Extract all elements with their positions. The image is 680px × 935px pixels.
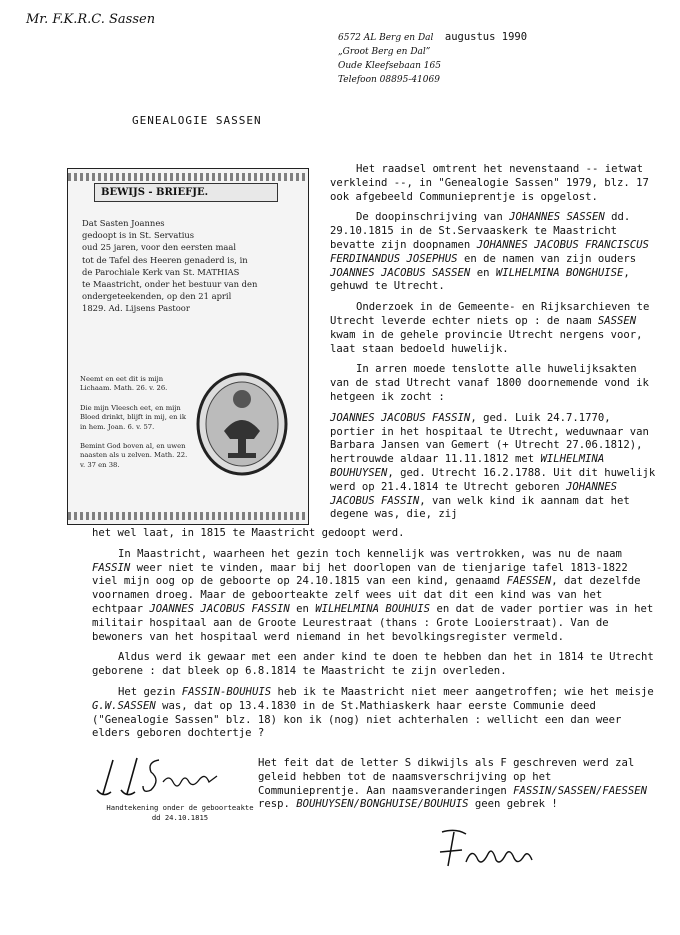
- address-line-2: „Groot Berg en Dal”: [338, 47, 431, 57]
- document-title: GENEALOGIE SASSEN: [132, 114, 262, 127]
- address-line-1: 6572 AL Berg en Dal augustus 1990: [338, 31, 528, 43]
- certificate-verse: Bemint God boven al, en uwen naasten als u zelven. Math. 22. v. 37 en 38.: [80, 442, 188, 469]
- right-column-text: [330, 163, 658, 522]
- certificate-body: [82, 217, 296, 315]
- certificate-line: te Maastricht, onder het bestuur van den: [82, 279, 258, 290]
- birth-record-signature-icon: [85, 752, 245, 802]
- paragraph-1: Het raadsel omtrent het nevenstaand -- ietwat verkleind --, in "Genealogie Sassen" 1979, blz. 17 ook afgebeeld Communieprentje is opgelost.: [330, 163, 649, 203]
- certificate-heading: BEWIJS - BRIEFJE.: [94, 183, 278, 202]
- communion-certificate-image: [67, 168, 309, 525]
- certificate-verse: Die mijn Vleesch eet, en mijn Bloed drinkt, blijft in mij, en ik in hem. Joan. 6. v. 57.: [80, 403, 186, 431]
- sender-address: [338, 30, 527, 87]
- certificate-border-top: [68, 173, 308, 181]
- full-width-text: [92, 527, 658, 741]
- paragraph-2: De doopinschrijving van JOHANNES SASSEN dd. 29.10.1815 in de St.Servaaskerk te Maastricht bevatte zijn doopnamen JOHANNES JACOBUS FRANCISCUS FERDINANDUS JOSEPHUS en de namen van zijn ouders JOANNES JACOBUS SASSEN en WILHELMINA BONGHUISE, gehuwd te Utrecht.: [330, 211, 649, 293]
- certificate-line: tot de Tafel des Heeren genaderd is, in: [82, 254, 248, 265]
- letter-date: augustus 1990: [444, 31, 528, 43]
- paragraph-4: In arren moede tenslotte alle huwelijksakten van de stad Utrecht vanaf 1800 doornemende vond ik hetgeen ik zocht :: [330, 363, 649, 403]
- certificate-verse: Neemt en eet dit is mijn Lichaam. Math. 26. v. 26.: [80, 375, 168, 393]
- paragraph-5: JOANNES JACOBUS FASSIN, ged. Luik 24.7.1770, portier in het hospitaal te Utrecht, weduwnaar van Barbara Jansen van Gemert (+ Utrecht 27.06.1812), hertrouwde aldaar 11.11.1812 met WILHELMINA BOUHUYSEN, ged. Utrecht 16.2.1788. Uit dit huwelijk werd op 21.4.1814 te Utrecht geboren JOHANNES JACOBUS FASSIN, van welk kind ik aannam dat het degene was, die, zij: [330, 411, 656, 521]
- signature-caption: Handtekening onder de geboorteakte dd 24.10.1815: [106, 803, 254, 822]
- certificate-line: 1829. Ad. Lijsens Pastoor: [82, 303, 190, 314]
- certificate-line: de Parochiale Kerk van St. MATHIAS: [82, 266, 240, 277]
- paragraph-8: Het gezin FASSIN-BOUHUIS heb ik te Maastricht niet meer aangetroffen; wie het meisje G.W.SASSEN was, dat op 13.4.1830 in de St.Mathiaskerk haar eerste Communie deed ("Genealogie Sassen" blz. 18) kon ik (nog) niet achterhalen : wellicht een dan weer elders geboren dochtertje ?: [92, 685, 654, 740]
- certificate-border-bottom: [68, 512, 308, 520]
- paragraph-6: In Maastricht, waarheen het gezin toch kennelijk was vertrokken, was nu de naam FASSIN weer niet te vinden, maar bij het doorlopen van de tienjarige tafel 1813-1822 viel mijn oog op de geboorte op 24.10.1815 van een kind, genaamd FAESSEN, dat dezelfde voornamen droeg. Maar de geboorteakte zelf wees uit dat dit een kind was van het echtpaar JOANNES JACOBUS FASSIN en WILHELMINA BOUHUIS en dat de vader portier was in het militair hospitaal aan de Groote Leurestraat (thans : Grote Looierstraat). Van de bewoners van het hospitaal werd niemand in het bevolkingsregister vermeld.: [92, 547, 654, 643]
- paragraph-9: Het feit dat de letter S dikwijls als F geschreven werd zal geleid hebben tot de naamsverschrijving op het Communieprentje. Aan naamsveranderingen FASSIN/SASSEN/FAESSEN resp. BOUHUYSEN/BONGHUISE/BOUHUIS geen gebrek !: [258, 757, 648, 811]
- certificate-line: ondergeteekenden, op den 21 april: [82, 291, 232, 302]
- address-line-3: Oude Kleefsebaan 165: [338, 61, 441, 71]
- certificate-verses: [80, 375, 188, 480]
- certificate-line: oud 25 jaren, voor den eersten maal: [82, 242, 237, 253]
- author-name: Mr. F.K.R.C. Sassen: [26, 12, 156, 27]
- paragraph-7: Aldus werd ik gewaar met een ander kind te doen te hebben dan het in 1814 te Utrecht geborene : dat bleek op 6.8.1814 te Maastricht te zijn overleden.: [92, 651, 654, 678]
- certificate-line: Dat Sasten Joannes: [82, 218, 165, 228]
- certificate-line: gedoopt is in St. Servatius: [82, 230, 195, 241]
- paragraph-3: Onderzoek in de Gemeente- en Rijksarchieven te Utrecht leverde echter niets op : de naam SASSEN kwam in de gehele provincie Utrecht nergens voor, laat staan bedoeld huwelijk.: [330, 301, 650, 355]
- chalice-medallion-icon: [188, 369, 296, 479]
- address-line-4: Telefoon 08895-41069: [338, 75, 440, 85]
- author-signature-icon: [432, 826, 542, 874]
- paragraph-5-end: het wel laat, in 1815 te Maastricht gedoopt werd.: [92, 527, 405, 539]
